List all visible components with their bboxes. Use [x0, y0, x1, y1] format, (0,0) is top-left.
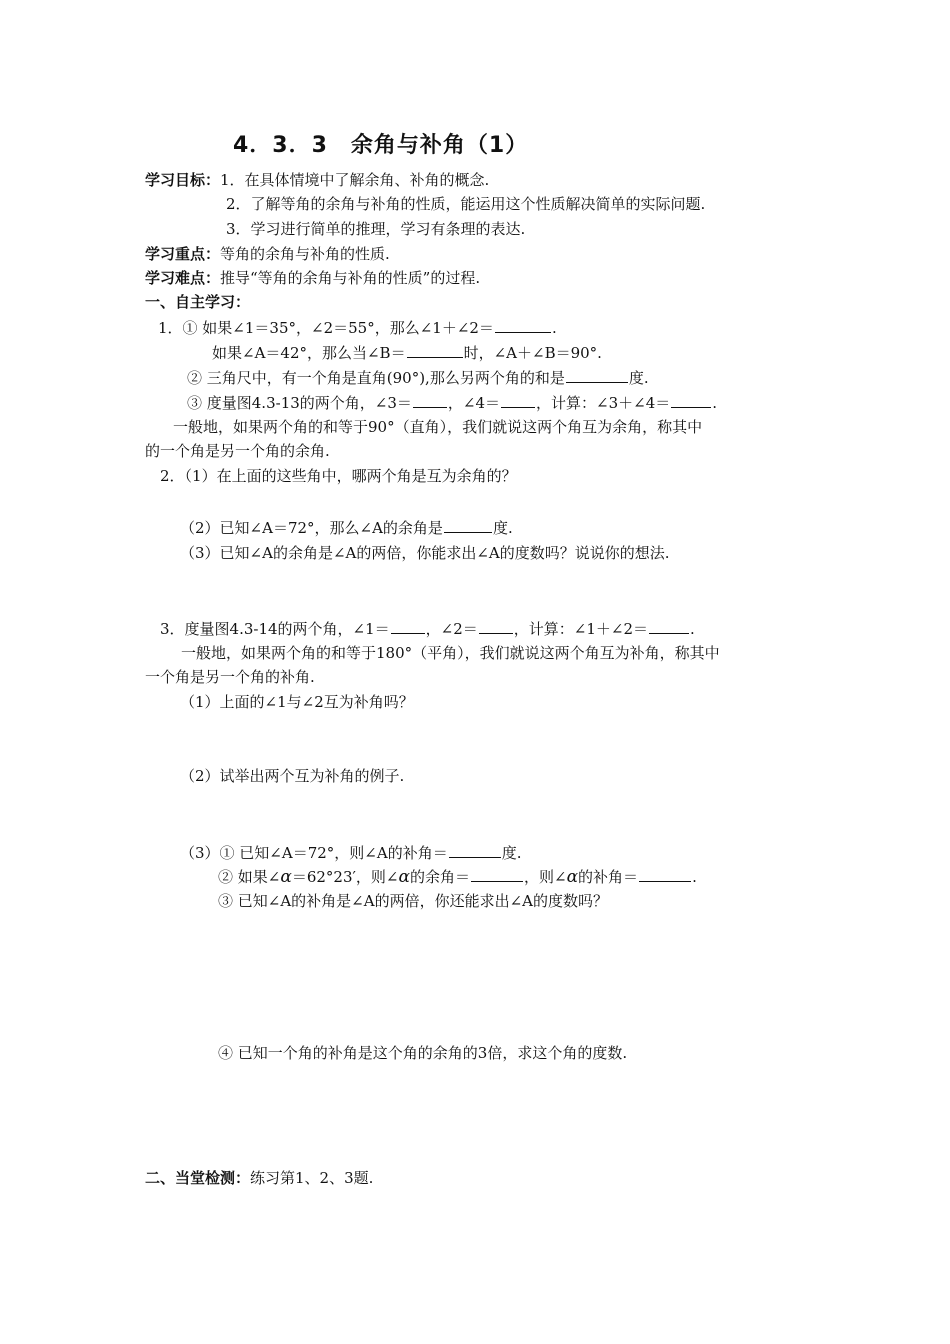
answer-blank[interactable]: [639, 866, 691, 882]
q3-sub-3c: ③ 已知∠A的补角是∠A的两倍，你还能求出∠A的度数吗？: [218, 892, 608, 910]
key-point-text: 等角的余角与补角的性质.: [220, 245, 390, 263]
q3-measure: [160, 618, 695, 639]
answer-blank[interactable]: [671, 392, 711, 408]
key-point-label: 学习重点：: [145, 245, 221, 263]
answer-blank[interactable]: [649, 618, 689, 634]
q1-part-d: [187, 392, 717, 413]
q3-3b-text-3: 的余角＝: [409, 868, 470, 886]
q2-p2-end: 度.: [492, 519, 513, 537]
q1-a-end: .: [551, 319, 557, 337]
answer-blank[interactable]: [444, 517, 492, 533]
q3-3b-text-1: ② 如果∠: [218, 868, 281, 886]
q2-part-1: 2．（1）在上面的这些角中，哪两个角是互为余角的？: [160, 467, 517, 485]
objective-item-2: 2．了解等角的余角与补角的性质，能运用这个性质解决简单的实际问题.: [226, 195, 706, 213]
q3-3a-end: 度.: [501, 844, 522, 862]
difficulty-label: 学习难点：: [145, 269, 221, 287]
q3-sub-3d: ④ 已知一个角的补角是这个角的余角的3倍，求这个角的度数.: [218, 1044, 628, 1062]
alpha-symbol: α: [398, 867, 410, 887]
q3-sub-3b: [218, 866, 697, 887]
q1-c-text: ② 三角尺中，有一个角是直角(90°),那么另两个角的和是: [187, 369, 565, 387]
q3-3b-text-2: ＝62°23′，则∠: [291, 868, 399, 886]
objective-item-1: 1．在具体情境中了解余角、补角的概念.: [220, 171, 490, 189]
supplement-definition-1: 一般地，如果两个角的和等于180°（平角），我们就说这两个角互为补角，称其中: [181, 644, 720, 662]
q1-d-text-2: ，∠4＝: [447, 394, 501, 412]
objectives-line-1: [145, 170, 489, 190]
q1-b-end: 时，∠A＋∠B＝90°.: [463, 344, 602, 362]
answer-blank[interactable]: [407, 342, 463, 358]
q3-text-1: 3．度量图4.3-14的两个角，∠1＝: [160, 620, 390, 638]
answer-blank[interactable]: [495, 317, 551, 333]
objectives-label: 学习目标：: [145, 171, 221, 189]
q3-3b-text-4: ，则∠: [523, 868, 567, 886]
supplement-definition-2: 一个角是另一个角的补角.: [145, 668, 315, 686]
section2-text: 练习第1、2、3题.: [250, 1169, 374, 1187]
difficulty-text: 推导“等角的余角与补角的性质”的过程.: [220, 269, 481, 287]
answer-blank[interactable]: [566, 367, 628, 383]
page-title: 4．3．3 余角与补角（1）: [233, 133, 529, 158]
q2-p2-text: （2）已知∠A＝72°，那么∠A的余角是: [180, 519, 443, 537]
answer-blank[interactable]: [413, 392, 447, 408]
q1-part-a: [158, 317, 557, 338]
q1-part-b: [212, 342, 602, 363]
section2-label: 二、当堂检测：: [145, 1169, 251, 1187]
objective-item-3: 3．学习进行简单的推理，学习有条理的表达.: [226, 220, 526, 238]
answer-blank[interactable]: [479, 618, 513, 634]
q3-text-2: ，∠2＝: [425, 620, 478, 638]
q2-part-2: [180, 517, 513, 538]
q3-end: .: [690, 620, 695, 638]
q3-3a-text: （3）① 已知∠A＝72°，则∠A的补角＝: [180, 844, 448, 862]
q1-b-text: 如果∠A＝42°，那么当∠B＝: [212, 344, 406, 362]
complement-definition-1: 一般地，如果两个角的和等于90°（直角），我们就说这两个角互为余角，称其中: [173, 418, 703, 436]
q1-d-text-3: ，计算：∠3＋∠4＝: [536, 394, 671, 412]
q2-part-3: （3）已知∠A的余角是∠A的两倍，你能求出∠A的度数吗？说说你的想法.: [180, 544, 670, 562]
q1-c-end: 度.: [628, 369, 649, 387]
complement-definition-2: 的一个角是另一个角的余角.: [145, 442, 330, 460]
q3-text-3: ，计算：∠1＋∠2＝: [513, 620, 649, 638]
answer-blank[interactable]: [501, 392, 535, 408]
difficulty-line: [145, 268, 480, 288]
q3-sub-1: （1）上面的∠1与∠2互为补角吗？: [180, 693, 414, 711]
q1-part-c: [187, 367, 649, 388]
section1-heading: 一、自主学习：: [145, 293, 251, 311]
key-point-line: [145, 244, 390, 264]
answer-blank[interactable]: [391, 618, 425, 634]
alpha-symbol: α: [566, 867, 579, 887]
q3-3b-text-5: 的补角＝: [578, 868, 639, 886]
q1-d-text-1: ③ 度量图4.3-13的两个角，∠3＝: [187, 394, 412, 412]
q1-d-end: .: [712, 394, 718, 412]
alpha-symbol: α: [280, 867, 292, 887]
answer-blank[interactable]: [449, 842, 501, 858]
q3-sub-2: （2）试举出两个互为补角的例子.: [180, 767, 405, 785]
q1-a-text: 1．① 如果∠1＝35°，∠2＝55°，那么∠1＋∠2＝: [158, 319, 494, 337]
q3-sub-3a: [180, 842, 521, 863]
answer-blank[interactable]: [471, 866, 523, 882]
q3-3b-end: .: [692, 868, 697, 886]
section2-line: [145, 1168, 373, 1188]
